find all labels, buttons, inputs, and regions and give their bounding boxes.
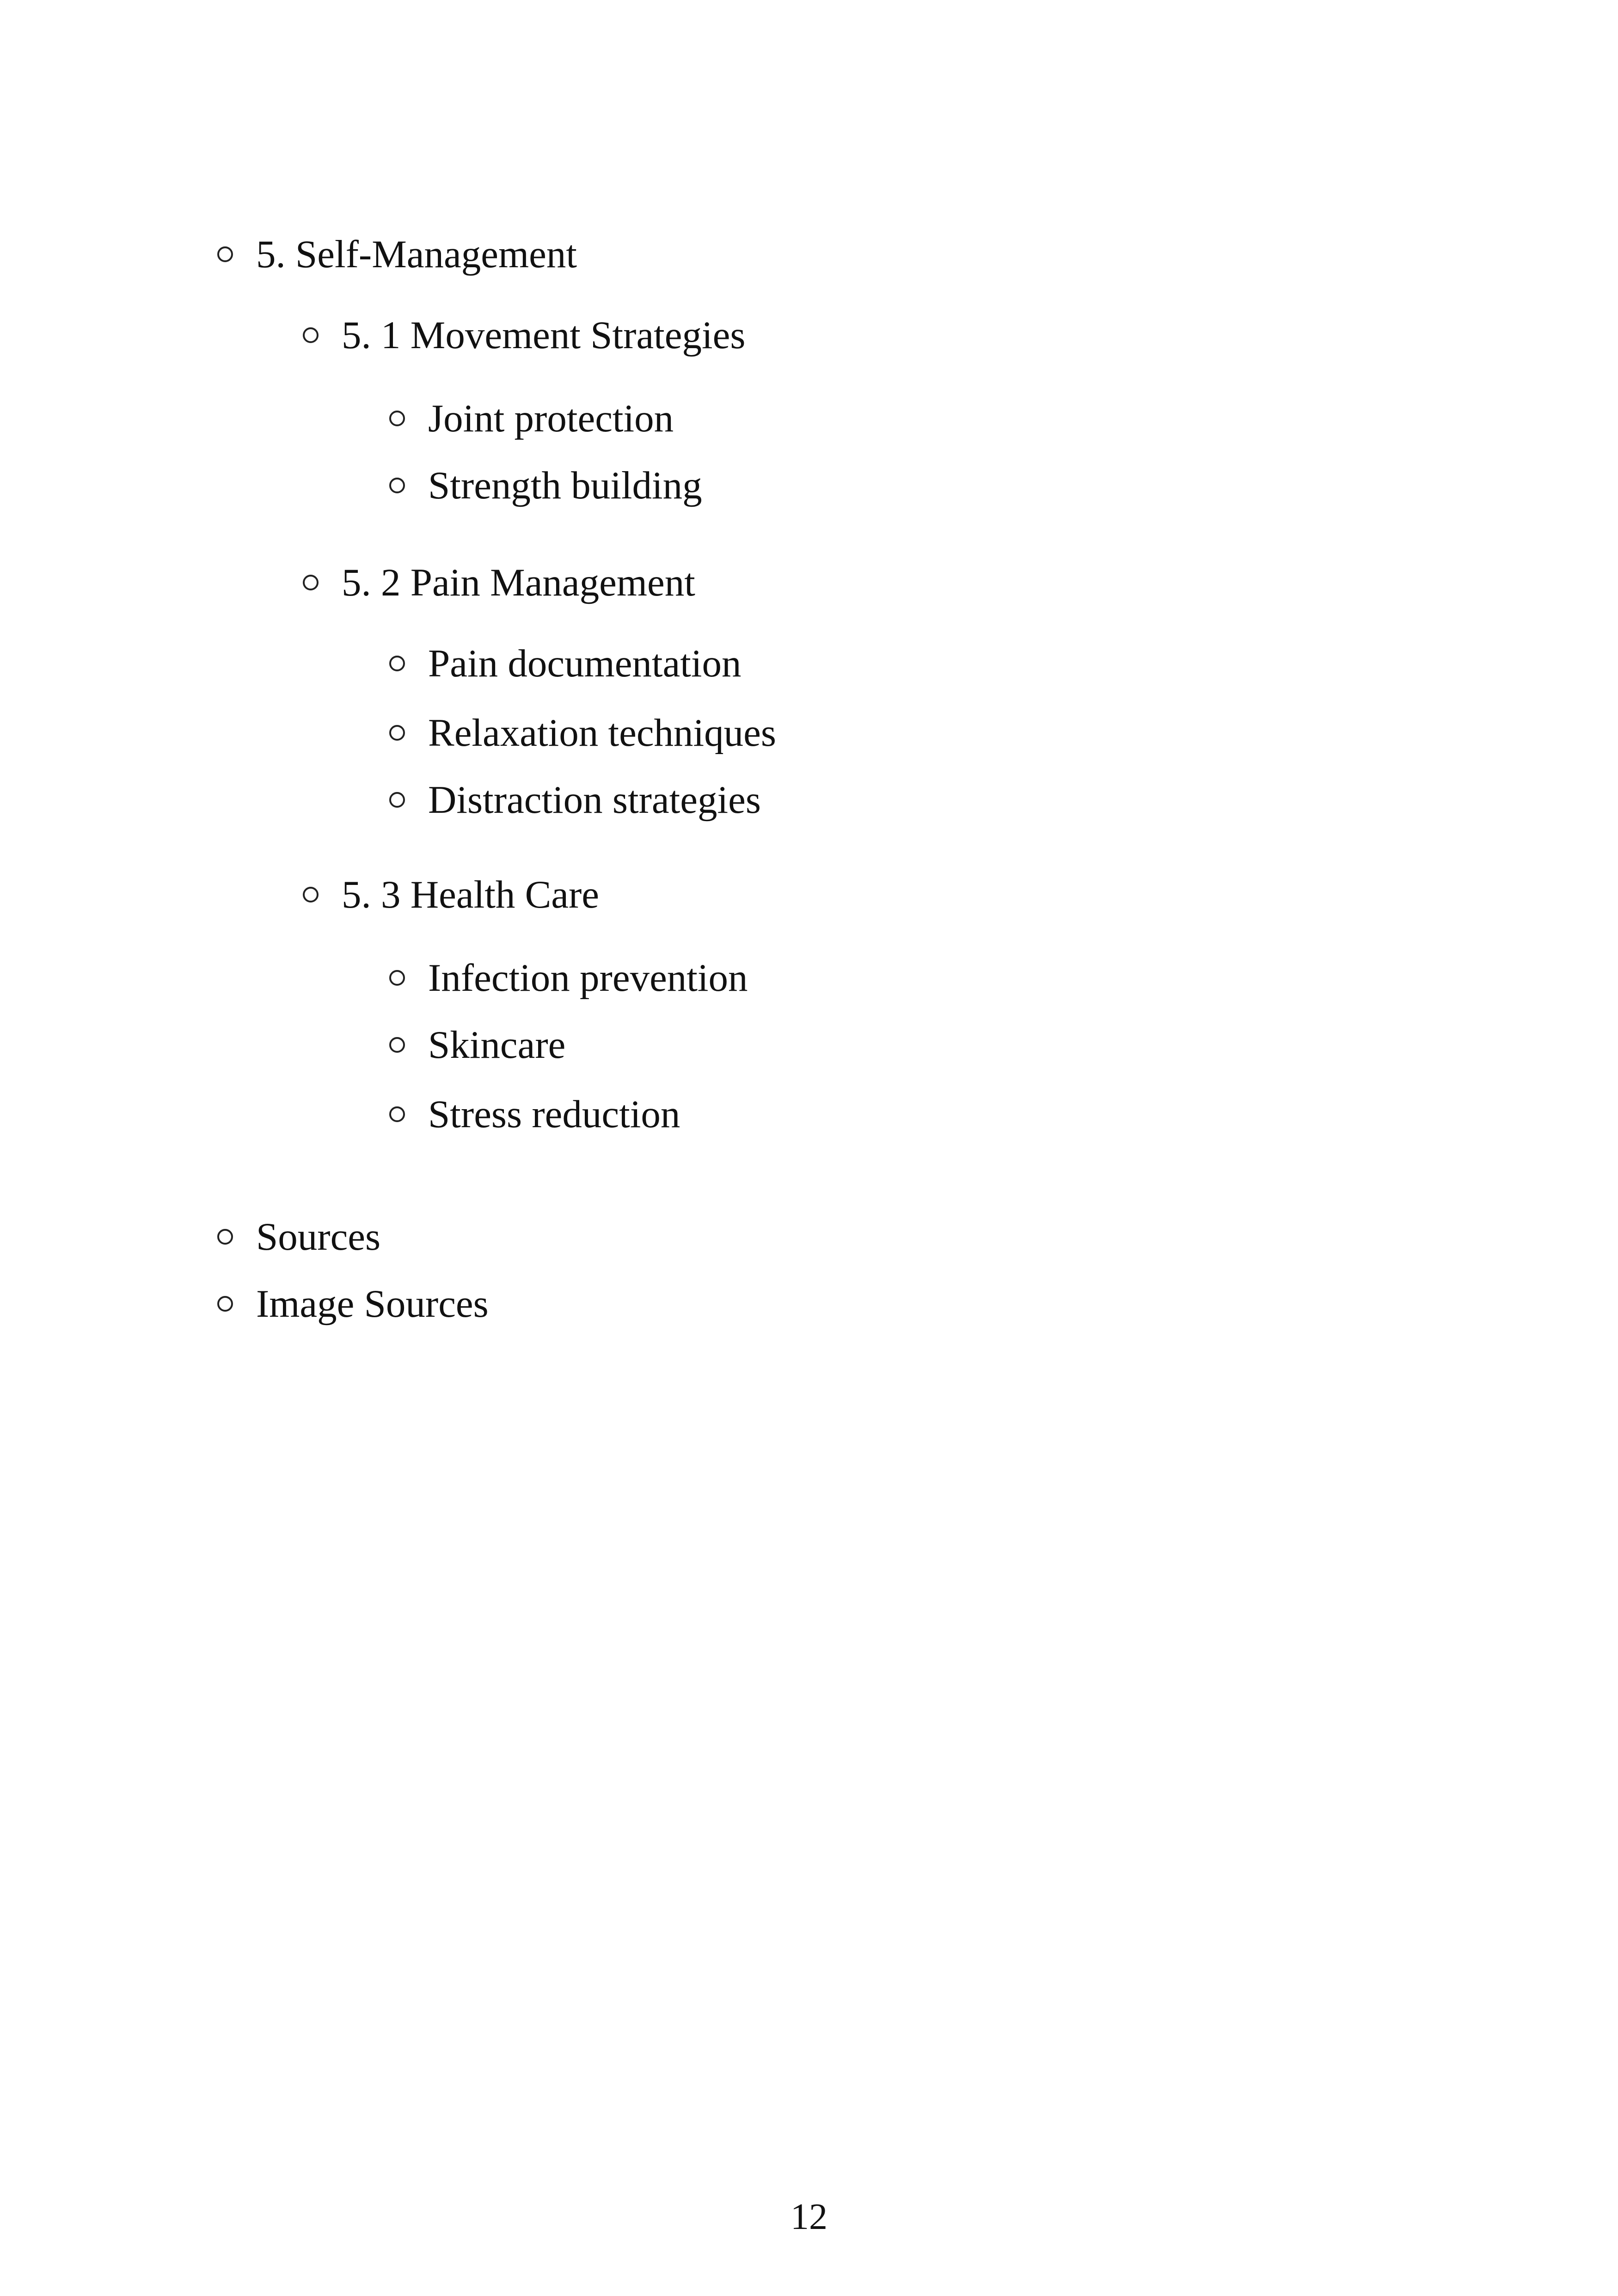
outline-item-label: Joint protection (428, 397, 674, 440)
hollow-circle-bullet-icon (217, 1229, 233, 1245)
outline-item-label: Stress reduction (428, 1093, 680, 1136)
outline-item-label: 5. 2 Pain Management (342, 561, 695, 604)
hollow-circle-bullet-icon (303, 575, 319, 590)
outline-item-strength-building[interactable] (389, 460, 702, 511)
hollow-circle-bullet-icon (217, 1296, 233, 1312)
hollow-circle-bullet-icon (389, 970, 405, 986)
hollow-circle-bullet-icon (389, 792, 405, 808)
hollow-circle-bullet-icon (303, 887, 319, 902)
outline-item-health-care[interactable] (303, 869, 599, 920)
outline-item-pain-documentation[interactable] (389, 638, 742, 689)
outline-item-label: Infection prevention (428, 956, 748, 1000)
outline-item-joint-protection[interactable] (389, 393, 674, 444)
outline-item-label: 5. 1 Movement Strategies (342, 313, 746, 357)
hollow-circle-bullet-icon (389, 478, 405, 493)
outline-item-infection-prevention[interactable] (389, 952, 748, 1003)
hollow-circle-bullet-icon (389, 1037, 405, 1053)
outline-item-distraction-strategies[interactable] (389, 774, 761, 825)
outline-item-sources[interactable] (217, 1211, 380, 1262)
hollow-circle-bullet-icon (389, 725, 405, 741)
outline-item-label: Pain documentation (428, 642, 742, 685)
outline-item-self-management[interactable] (217, 229, 577, 280)
hollow-circle-bullet-icon (389, 656, 405, 671)
hollow-circle-bullet-icon (217, 246, 233, 262)
outline-item-relaxation-techniques[interactable] (389, 707, 776, 758)
outline-item-label: Sources (256, 1215, 381, 1259)
outline-item-label: 5. Self-Management (256, 233, 577, 276)
outline-item-movement-strategies[interactable] (303, 310, 745, 361)
hollow-circle-bullet-icon (389, 411, 405, 426)
outline-item-label: Strength building (428, 464, 702, 507)
outline-item-label: Skincare (428, 1023, 566, 1067)
outline-item-stress-reduction[interactable] (389, 1089, 680, 1140)
hollow-circle-bullet-icon (303, 327, 319, 343)
outline-item-image-sources[interactable] (217, 1278, 489, 1329)
outline-item-skincare[interactable] (389, 1019, 565, 1070)
outline-item-label: Image Sources (256, 1282, 489, 1326)
outline-item-label: Distraction strategies (428, 778, 761, 822)
hollow-circle-bullet-icon (389, 1106, 405, 1122)
page-number: 12 (791, 2197, 827, 2237)
outline-item-label: 5. 3 Health Care (342, 873, 600, 916)
outline-item-label: Relaxation techniques (428, 711, 776, 755)
outline-item-pain-management[interactable] (303, 557, 695, 608)
